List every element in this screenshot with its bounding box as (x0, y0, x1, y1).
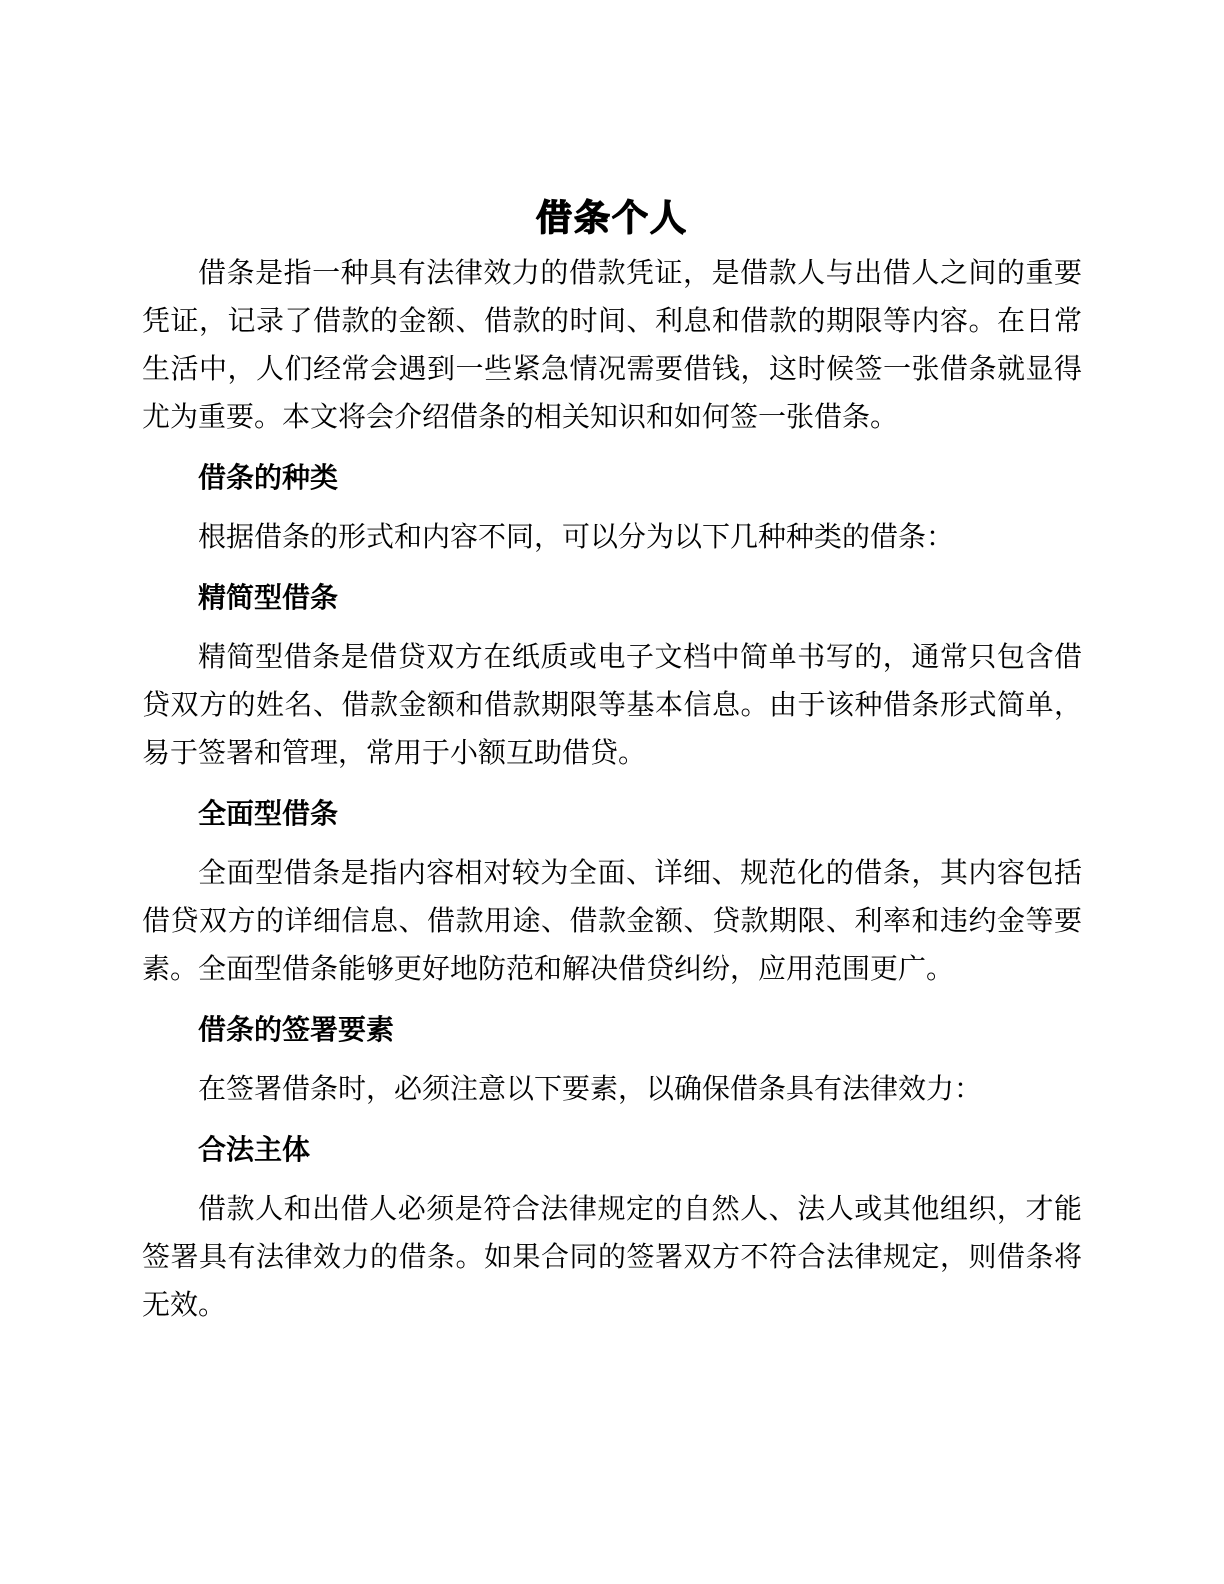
types-intro-paragraph (142, 514, 1082, 562)
signing-elements-intro-paragraph (142, 1066, 1082, 1114)
text-line: 根据借条的形式和内容不同，可以分为以下几种种类的借条： (198, 522, 955, 553)
section-heading-comprehensive-iou: 全面型借条 (198, 798, 339, 829)
text-line: 在签署借条时，必须注意以下要素，以确保借条具有法律效力： (198, 1074, 983, 1105)
text-line: 素。全面型借条能够更好地防范和解决借贷纠纷，应用范围更广。 (142, 954, 955, 985)
text-line: 凭证，记录了借款的金额、借款的时间、利息和借款的期限等内容。在日常 (142, 306, 1082, 337)
simplified-iou-paragraph (142, 634, 1082, 778)
text-line: 尤为重要。本文将会介绍借条的相关知识和如何签一张借条。 (142, 402, 899, 433)
intro-paragraph (142, 250, 1082, 442)
text-line: 易于签署和管理，常用于小额互助借贷。 (142, 738, 647, 769)
legal-subject-paragraph (142, 1186, 1082, 1330)
text-line: 借贷双方的详细信息、借款用途、借款金额、贷款期限、利率和违约金等要 (142, 906, 1082, 937)
document-title: 借条个人 (535, 197, 688, 238)
section-heading-signing-elements: 借条的签署要素 (198, 1014, 395, 1045)
text-line: 签署具有法律效力的借条。如果合同的签署双方不符合法律规定，则借条将 (142, 1242, 1082, 1273)
text-line: 全面型借条是指内容相对较为全面、详细、规范化的借条，其内容包括 (198, 858, 1082, 889)
text-line: 贷双方的姓名、借款金额和借款期限等基本信息。由于该种借条形式简单， (142, 690, 1082, 721)
text-line: 借条是指一种具有法律效力的借款凭证，是借款人与出借人之间的重要 (198, 258, 1082, 289)
section-heading-simplified-iou: 精简型借条 (198, 582, 339, 613)
text-line: 借款人和出借人必须是符合法律规定的自然人、法人或其他组织，才能 (198, 1194, 1082, 1225)
text-line: 生活中，人们经常会遇到一些紧急情况需要借钱，这时候签一张借条就显得 (142, 354, 1082, 385)
text-line: 精简型借条是借贷双方在纸质或电子文档中简单书写的，通常只包含借 (198, 642, 1082, 673)
text-line: 无效。 (142, 1290, 227, 1321)
section-heading-types-of-iou: 借条的种类 (198, 462, 339, 493)
section-heading-legal-subject: 合法主体 (198, 1134, 311, 1165)
comprehensive-iou-paragraph (142, 850, 1082, 994)
